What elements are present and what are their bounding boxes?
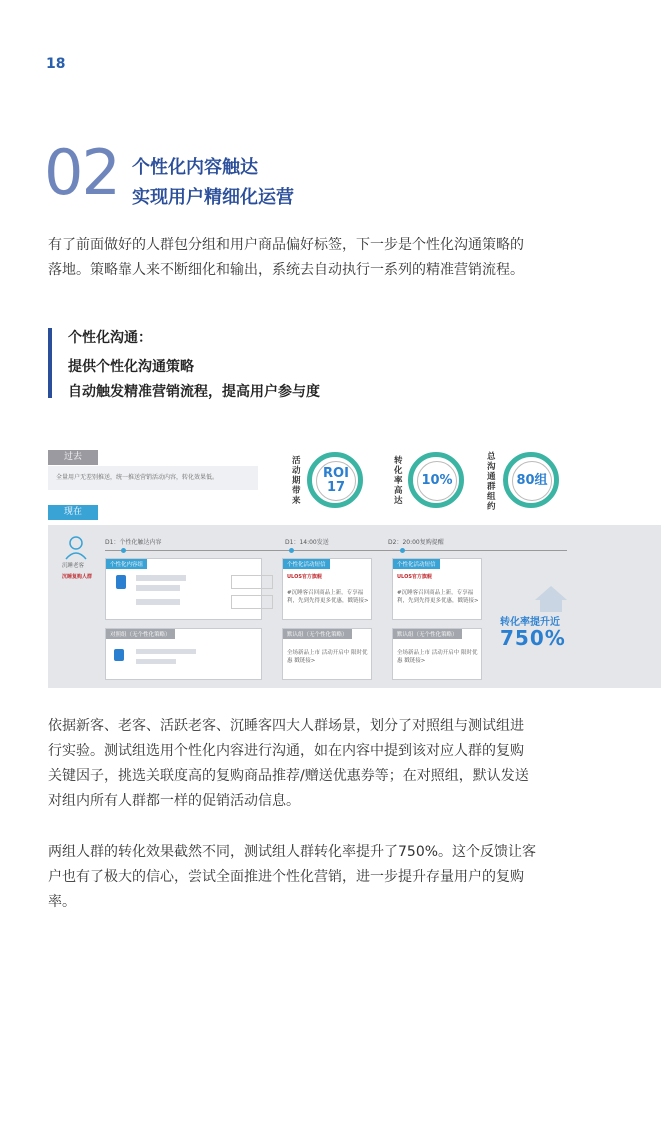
brand-text: ULOS官方旗舰 <box>397 574 432 580</box>
metric-ring <box>408 452 464 508</box>
metric-ring <box>503 452 559 508</box>
body-line: 依据新客、老客、活跃老客、沉睡客四大人群场景，划分了对照组与测试组进 <box>48 718 524 734</box>
metric-label: 转化率高达 <box>394 456 403 506</box>
phone-icon <box>116 575 126 589</box>
metric-label: 总沟通群组约 <box>487 452 496 512</box>
sms-card-tag: 个性化活动短信 <box>283 559 330 569</box>
page-number: 18 <box>46 56 66 72</box>
person-label: 沉睡老客 <box>62 563 85 569</box>
sms-card-tag: 个性化活动短信 <box>393 559 440 569</box>
text-line <box>136 659 176 664</box>
promo-value: 750% <box>500 626 566 650</box>
quote-line2: 自动触发精准营销流程，提高用户参与度 <box>68 384 320 400</box>
control-group-tag: 对照组（无个性化策略） <box>106 629 175 639</box>
sms-text: #沉睡客召回商品上新，专享福利，先到先得更多优惠，戳链接> <box>287 590 369 604</box>
metric-ring-inner <box>417 461 457 501</box>
metric-value: 80组 <box>516 473 548 488</box>
metric-ring-inner <box>316 461 356 501</box>
section-title-line1: 个性化内容触达 <box>132 157 258 178</box>
person-icon <box>64 534 88 560</box>
metric-ring-inner <box>512 461 552 501</box>
body-line: 关键因子，挑选关联度高的复购商品推荐/赠送优惠券等；在对照组，默认发送 <box>48 768 529 784</box>
quote-line1: 提供个性化沟通策略 <box>68 359 194 375</box>
quote-bar <box>48 328 52 398</box>
test-group-tag: 个性化内容组 <box>106 559 147 569</box>
sms-card-tag: 默认组（无个性化策略） <box>393 629 462 639</box>
body-line: 两组人群的转化效果截然不同，测试组人群转化率提升了750%。这个反馈让客 <box>48 844 537 860</box>
timeline <box>105 550 567 551</box>
step-label: D1：个性化触达内容 <box>105 539 162 546</box>
promo-label: 转化率提升近 <box>500 617 560 628</box>
quote-title: 个性化沟通： <box>68 330 152 346</box>
step-label: D1：14:00发送 <box>285 539 329 546</box>
body-line: 对组内所有人群都一样的促销活动信息。 <box>48 793 300 809</box>
metric-value: 17 <box>326 480 346 495</box>
text-line <box>136 599 180 605</box>
body-paragraph-2 <box>48 840 576 915</box>
timeline-dot <box>400 548 405 553</box>
sms-card-control <box>392 628 482 680</box>
metric-ring <box>307 452 363 508</box>
control-group-card <box>105 628 262 680</box>
arrow-up-icon <box>535 586 567 600</box>
text-line <box>136 585 180 591</box>
test-group-card <box>105 558 262 620</box>
section-number: 02 <box>44 136 119 209</box>
text-line <box>136 649 196 654</box>
body-line: 户也有了极大的信心，尝试全面推进个性化营销，进一步提升存量用户的复购 <box>48 869 524 885</box>
timeline-dot <box>121 548 126 553</box>
past-description: 全量用户无差别推送，统一推送营销活动内容，转化效果低。 <box>48 466 258 490</box>
sms-text: #沉睡客召回商品上新，专享福利，先到先得更多优惠，戳链接> <box>397 590 479 604</box>
intro-line: 有了前面做好的人群包分组和用户商品偏好标签，下一步是个性化沟通策略的 <box>48 237 524 253</box>
timeline-dot <box>289 548 294 553</box>
intro-paragraph <box>48 233 576 283</box>
intro-line: 落地。策略靠人来不断细化和输出，系统去自动执行一系列的精准营销流程。 <box>48 262 524 278</box>
now-tag: 现在 <box>48 505 98 520</box>
body-paragraph-1 <box>48 714 576 814</box>
metric-value: 10% <box>421 473 453 488</box>
placeholder-box <box>231 575 273 589</box>
body-line: 行实验。测试组选用个性化内容进行沟通，如在内容中提到该对应人群的复购 <box>48 743 524 759</box>
sms-card-test <box>282 558 372 620</box>
step-label: D2：20:00复购提醒 <box>388 539 444 546</box>
metric-value: ROI <box>323 466 349 481</box>
section-title-line2: 实现用户精细化运营 <box>132 187 294 208</box>
sms-card-test <box>392 558 482 620</box>
body-line: 率。 <box>48 894 76 910</box>
metric-label: 活动期带来 <box>292 456 301 506</box>
sms-card-control <box>282 628 372 680</box>
person-sublabel: 沉睡复购人群 <box>62 574 93 580</box>
sms-text: 全场新品上市 活动开启中 限时优惠 戳链接> <box>397 650 478 664</box>
group-icon <box>114 649 124 661</box>
placeholder-box <box>231 595 273 609</box>
brand-text: ULOS官方旗舰 <box>287 574 322 580</box>
text-line <box>136 575 186 581</box>
arrow-stem <box>540 600 562 612</box>
sms-card-tag: 默认组（无个性化策略） <box>283 629 352 639</box>
sms-text: 全场新品上市 活动开启中 限时优惠 戳链接> <box>287 650 368 664</box>
past-tag: 过去 <box>48 450 98 465</box>
